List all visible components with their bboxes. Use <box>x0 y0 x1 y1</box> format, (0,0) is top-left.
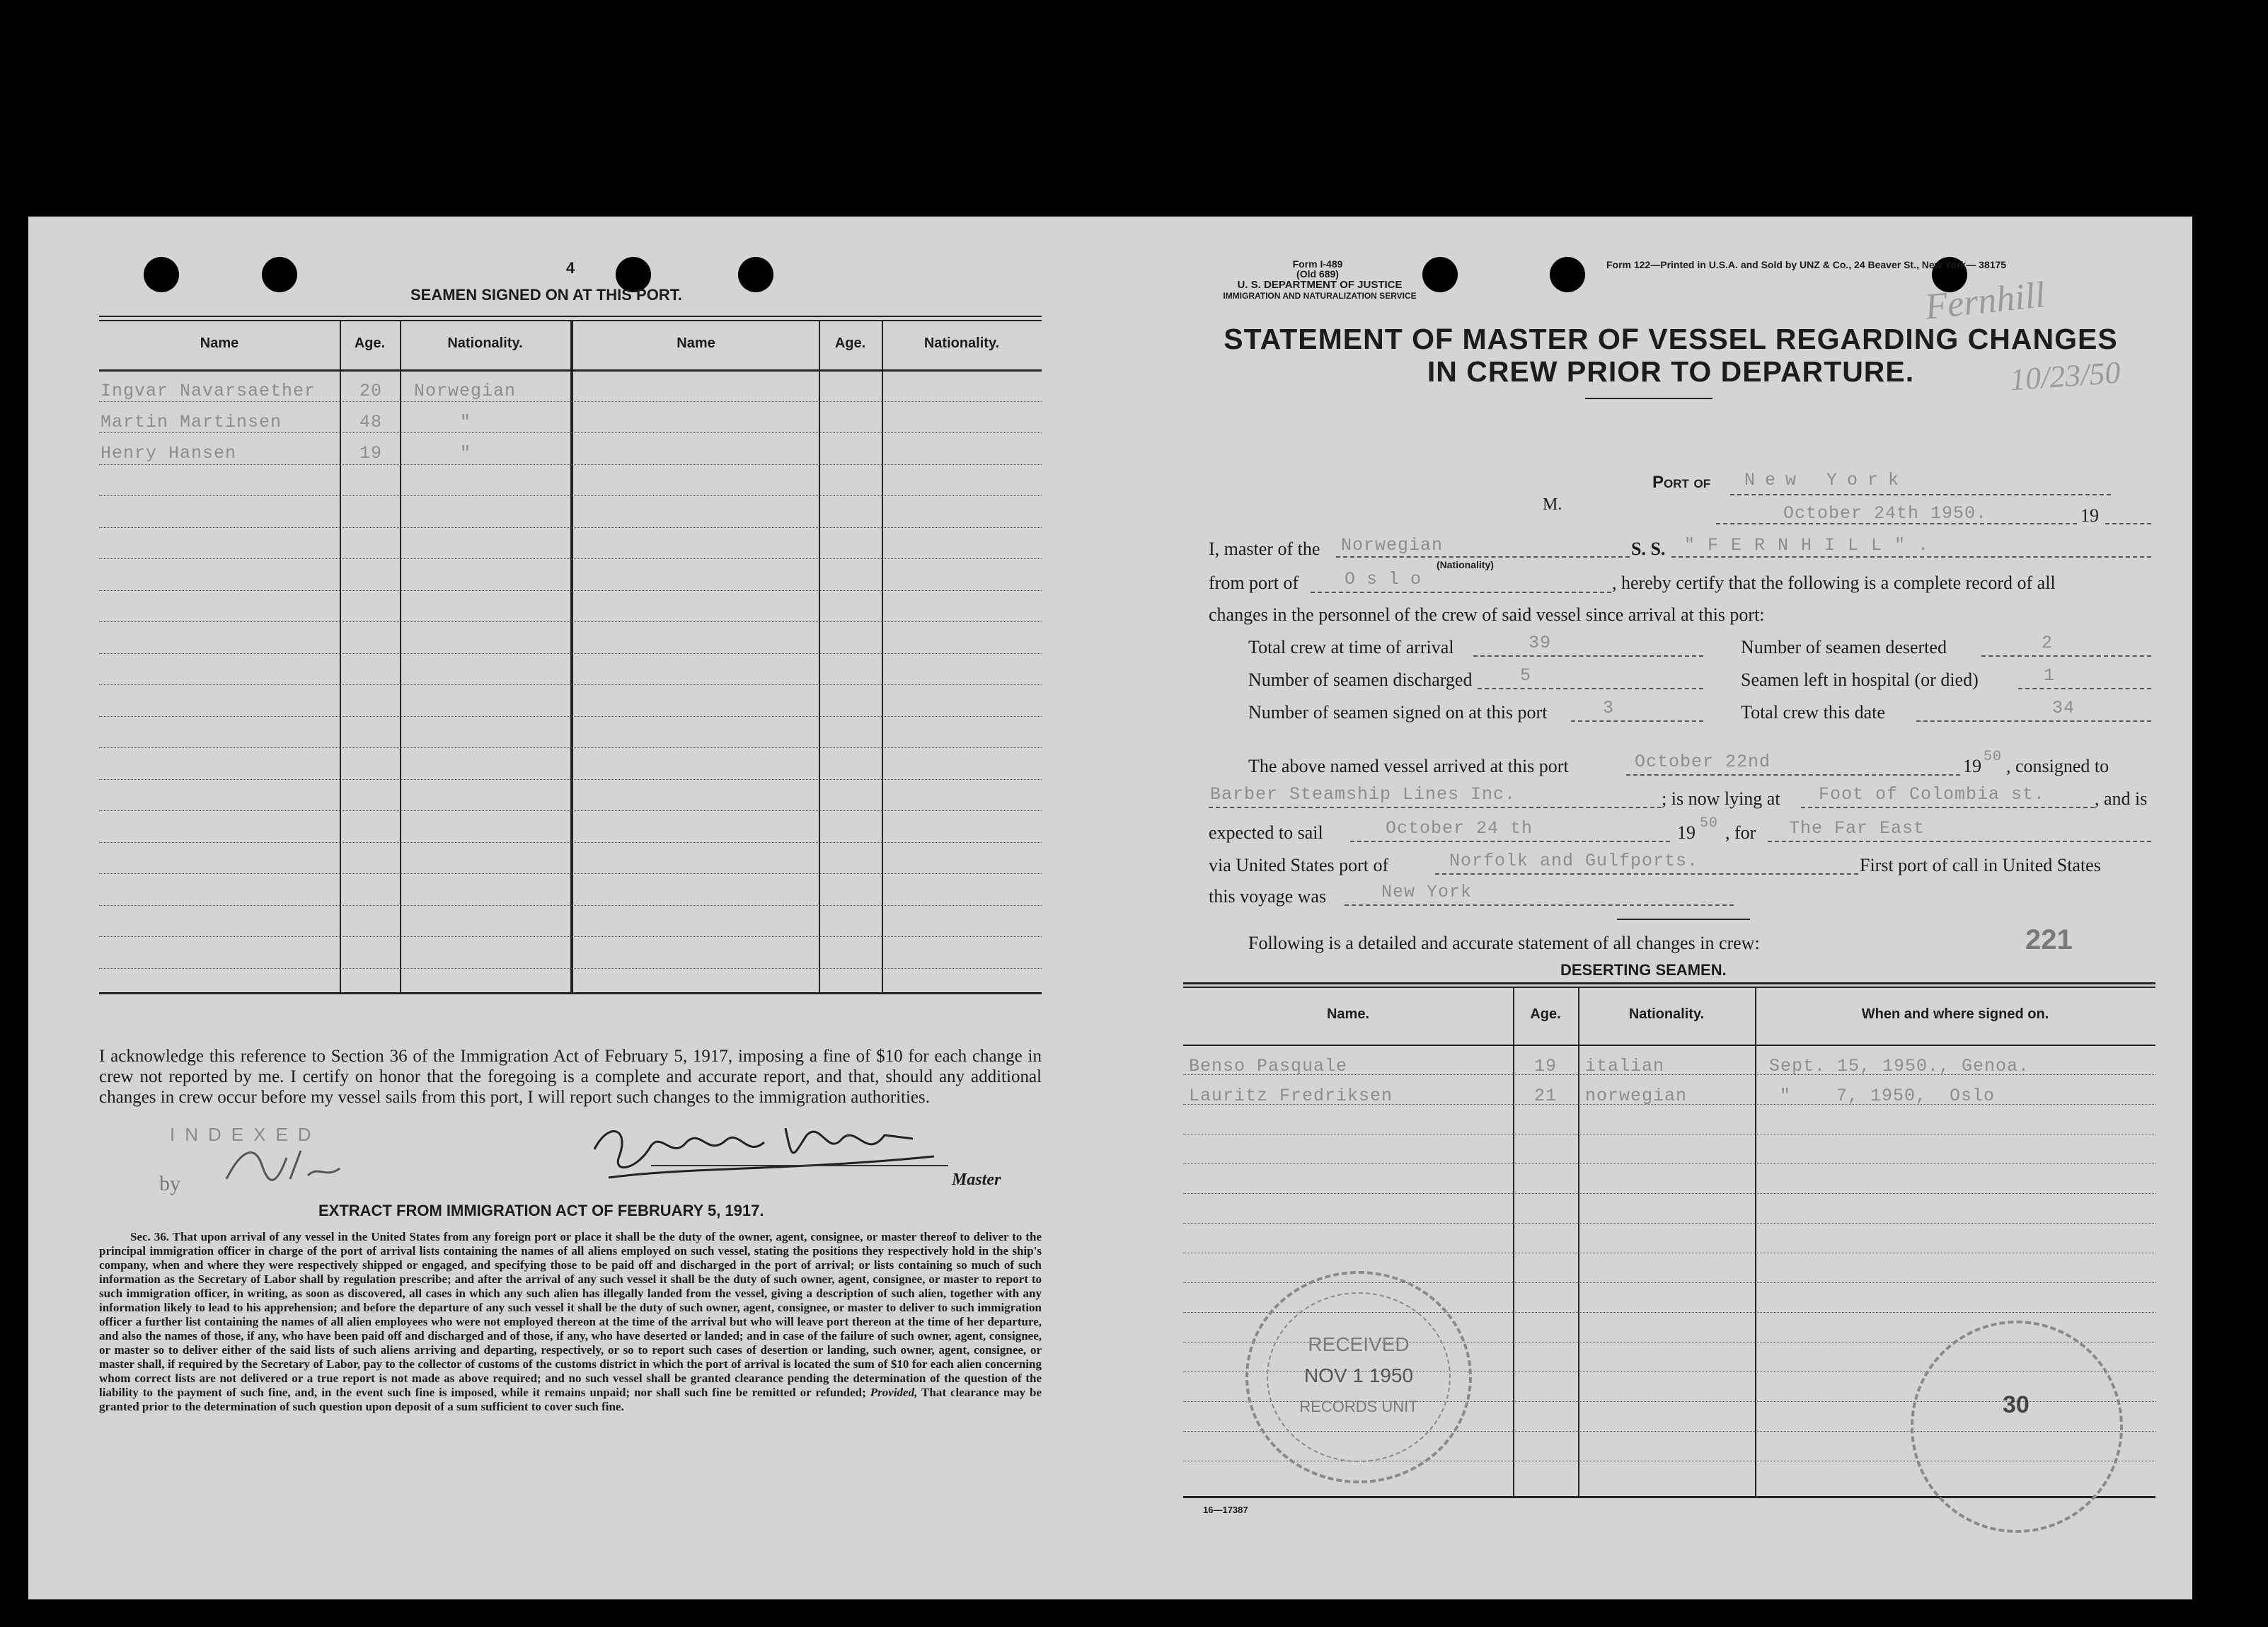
table-rule <box>1183 1163 2155 1164</box>
total-crew-date-label: Total crew this date <box>1741 702 1885 723</box>
handwritten-ship-name: Fernhill <box>1923 275 2047 328</box>
master-label: Master <box>952 1171 1001 1189</box>
indexed-stamp: INDEXED <box>170 1124 321 1145</box>
voyage-value: New York <box>1381 882 1473 902</box>
lying-value: Foot of Colombia st. <box>1819 784 2046 805</box>
arrived-value: October 22nd <box>1635 752 1771 772</box>
table-rule <box>99 432 1042 433</box>
punch-hole <box>262 257 297 292</box>
expected-value: October 24 th <box>1386 818 1533 839</box>
second-stamp-date: 30 <box>2003 1391 2030 1418</box>
deserter-name: Lauritz Fredriksen <box>1189 1086 1393 1106</box>
sec-tail: That clearance may be granted prior to the determination of such question upon deposit of a sum sufficient to cover such fine. <box>99 1386 1042 1413</box>
desert-col-nationality: Nationality. <box>1628 1006 1705 1022</box>
stamp-line: NOV 1 1950 <box>1303 1364 1414 1386</box>
deserting-title: DESERTING SEAMEN. <box>1560 961 1727 979</box>
table-rule <box>99 716 1042 717</box>
table-rule <box>99 779 1042 780</box>
master-signature <box>580 1107 948 1192</box>
hospital-label: Seamen left in hospital (or died) <box>1741 669 1979 690</box>
year-prefix <box>2080 505 2099 527</box>
deserter-age: 21 <box>1534 1086 1558 1106</box>
department-name: U. S. DEPARTMENT OF JUSTICE <box>1237 279 1403 291</box>
table-rule <box>1183 1193 2155 1194</box>
desert-col-name: Name. <box>1326 1006 1370 1022</box>
deserted-value: 2 <box>2042 633 2054 653</box>
by-label: by <box>159 1172 180 1195</box>
discharged-value: 5 <box>1520 665 1532 686</box>
from-port-value: Oslo <box>1345 569 1433 590</box>
desert-col-age: Age. <box>1530 1006 1561 1022</box>
table-rule <box>99 527 1042 528</box>
seaman-age: 19 <box>359 443 383 464</box>
for-value: The Far East <box>1789 818 1926 839</box>
form-line: Form I-489 <box>1292 258 1343 270</box>
col-header-nationality: Nationality. <box>447 335 523 351</box>
seaman-nationality: " <box>460 412 472 432</box>
col-header-nationality: Nationality. <box>923 335 1000 351</box>
expected-year-prefix: 19 <box>1677 822 1696 843</box>
table-rule <box>99 464 1042 465</box>
col-header-name: Name <box>200 335 239 351</box>
port-of-value: New York <box>1744 470 1909 490</box>
title-line: IN CREW PRIOR TO DEPARTURE. <box>1427 355 1915 388</box>
table-rule <box>99 905 1042 906</box>
seaman-name: Henry Hansen <box>100 443 237 464</box>
footer-code: 16—17387 <box>1203 1505 1248 1515</box>
section-title: SEAMEN SIGNED ON AT THIS PORT. <box>410 286 682 304</box>
page-number: 4 <box>566 259 575 277</box>
expected-year: 50 <box>1700 815 1719 832</box>
table-rule <box>99 590 1042 591</box>
first-call-label: First port of call in United States <box>1860 855 2101 875</box>
section-36-text <box>99 1230 1042 1414</box>
voyage-label: this voyage was <box>1209 886 1327 907</box>
ship-type-label: S. S. <box>1631 539 1666 559</box>
second-stamp <box>1911 1321 2123 1533</box>
total-crew-date-value: 34 <box>2052 698 2076 718</box>
seaman-nationality: Norwegian <box>414 381 517 401</box>
table-rule <box>99 558 1042 559</box>
consigned-label: , consigned to <box>2006 756 2109 776</box>
hospital-value: 1 <box>2044 665 2056 686</box>
deserter-name: Benso Pasquale <box>1189 1056 1348 1076</box>
via-value: Norfolk and Gulfports. <box>1449 851 1699 871</box>
punch-hole <box>1550 257 1585 292</box>
form-number <box>1275 259 1360 279</box>
stamp-line: RECEIVED <box>1308 1333 1410 1355</box>
table-rule <box>99 495 1042 496</box>
handwritten-date: 10/23/50 <box>2008 355 2122 398</box>
extract-title: EXTRACT FROM IMMIGRATION ACT OF FEBRUARY 5, 1917. <box>318 1202 764 1219</box>
signed-on-label: Number of seamen signed on at this port <box>1248 702 1548 723</box>
stamp-number: 221 <box>2025 924 2073 955</box>
and-is-label: , and is <box>2095 788 2148 809</box>
lying-label: ; is now lying at <box>1662 788 1780 809</box>
desert-col-signed: When and where signed on. <box>1861 1006 2049 1022</box>
nationality-value: Norwegian <box>1341 535 1444 556</box>
document-sheet <box>28 217 2192 1599</box>
acknowledgement-text: I acknowledge this reference to Section 36 of the Immigration Act of February 5, 1917, imposing a fine of $10 for each change in crew not reported by me. I certify on honor that the foregoing is a complete and accurate report, and that, should any additional changes in crew occur before my vessel sails from this port, I will report such changes to the immigration authorities. <box>99 1047 1042 1107</box>
for-label: , for <box>1725 822 1756 843</box>
deserter-signed: Sept. 15, 1950., Genoa. <box>1769 1056 2030 1076</box>
via-label: via United States port of <box>1209 855 1389 875</box>
arrived-label: The above named vessel arrived at this port <box>1248 756 1569 776</box>
expected-label: expected to sail <box>1209 822 1323 843</box>
arrived-year-prefix: 19 <box>1963 756 1981 776</box>
ship-name: "FERNHILL". <box>1684 535 1942 556</box>
seaman-age: 20 <box>359 381 383 401</box>
printer-line: Form 122—Printed in U.S.A. and Sold by UNZ & Co., 24 Beaver St., New York— 38175 <box>1606 259 2007 270</box>
table-rule <box>99 653 1042 654</box>
seaman-name: Ingvar Navarsaether <box>100 381 316 401</box>
table-rule <box>99 747 1042 748</box>
stamp-line: RECORDS UNIT <box>1299 1398 1418 1415</box>
punch-hole <box>738 257 773 292</box>
punch-hole <box>144 257 179 292</box>
seaman-name: Martin Martinsen <box>100 412 282 432</box>
col-header-name: Name <box>677 335 715 351</box>
table-rule <box>99 936 1042 937</box>
port-of-label: Port of <box>1652 473 1711 492</box>
arrived-year: 50 <box>1984 749 2003 765</box>
from-port-label: from port of <box>1209 573 1299 593</box>
initials-signature <box>219 1137 347 1193</box>
signed-on-value: 3 <box>1603 698 1615 718</box>
sec-body: That upon arrival of any vessel in the United States from any foreign port or place it shall be the duty of the owner, agent, consignee, or master thereof to deliver to the principal immigration officer in charge of the port of arrival lists containing the names of all aliens employed on such vessel, stating the positions they respectively hold in the ship's company, when and where they were respectively shipped or engaged, and specifying those to be paid off and discharged in the port of arrival; or lists containing so much of such information as the Secretary of Labor shall by regulation prescribe; and after the arrival of any such vessel it shall be the duty of such owner, agent, consignee, or master to report to such immigration officer, in writing, as soon as discovered, all cases in which any such alien has illegally landed from the vessel, giving a description of such alien, together with any information likely to lead to his apprehension; and before the departure of any such vessel it shall be the duty of such owner, agent, consignee, or master to deliver to such immigration officer a further list containing the names of all alien employees who were not employed thereon at the time of the arrival but who will leave port thereon at the time of her departure, and also the names of those, if any, who have been paid off and discharged and of those, if any, who have deserted or landed; and in case of the failure of such owner, agent, consignee, or master so to deliver either of the said lists of such aliens arriving and departing, respectively, or so to report such cases of desertion or landing, such owner, agent, consignee, or master shall, if required by the Secretary of Labor, pay to the collector of customs of the customs district in which the port of arrival is located the sum of $10 for each alien concerning whom correct lists are not delivered or a true report is not made as above required; and no such vessel shall be granted clearance pending the determination of the question of the liability to the payment of such fine, and, in the event such fine is imposed, while it remains unpaid; nor shall such fine be remitted or refunded; <box>99 1230 1042 1399</box>
statement-date: October 24th 1950. <box>1783 503 1988 524</box>
table-rule <box>1183 1223 2155 1224</box>
deserter-signed: " 7, 1950, Oslo <box>1780 1086 1996 1106</box>
sec-label: Sec. 36. <box>130 1230 170 1243</box>
table-rule <box>99 684 1042 685</box>
table-rule <box>99 810 1042 811</box>
table-rule <box>99 842 1042 843</box>
received-stamp-text <box>1284 1329 1433 1422</box>
changes-text: changes in the personnel of the crew of said vessel since arrival at this port: <box>1209 604 1765 625</box>
table-rule <box>99 873 1042 874</box>
form-line: (Old 689) <box>1296 268 1339 280</box>
table-rule <box>99 621 1042 622</box>
deserter-nationality: italian <box>1585 1056 1665 1076</box>
year-prefix-text: 19 <box>2080 505 2099 526</box>
total-crew-arrival-value: 39 <box>1529 633 1552 653</box>
motor-prefix: M. <box>1543 495 1562 514</box>
nationality-caption: (Nationality) <box>1437 559 1494 570</box>
following-text: Following is a detailed and accurate statement of all changes in crew: <box>1248 933 1760 953</box>
deserted-label: Number of seamen deserted <box>1741 637 1947 657</box>
seaman-nationality: " <box>460 443 472 464</box>
consignee-value: Barber Steamship Lines Inc. <box>1210 784 1516 805</box>
total-crew-arrival-label: Total crew at time of arrival <box>1248 637 1454 657</box>
master-of-the-label: I, master of the <box>1209 539 1320 559</box>
table-rule <box>99 968 1042 969</box>
deserter-nationality: norwegian <box>1585 1086 1688 1106</box>
col-header-age: Age. <box>354 335 386 351</box>
service-name: IMMIGRATION AND NATURALIZATION SERVICE <box>1223 291 1417 301</box>
col-header-age: Age. <box>834 335 866 351</box>
title-line: STATEMENT OF MASTER OF VESSEL REGARDING CHANGES <box>1224 323 2118 355</box>
certify-text: , hereby certify that the following is a complete record of all <box>1612 573 2056 593</box>
discharged-label: Number of seamen discharged <box>1248 669 1473 690</box>
sec-provided: Provided, <box>870 1386 918 1399</box>
deserter-age: 19 <box>1534 1056 1558 1076</box>
seaman-age: 48 <box>359 412 383 432</box>
